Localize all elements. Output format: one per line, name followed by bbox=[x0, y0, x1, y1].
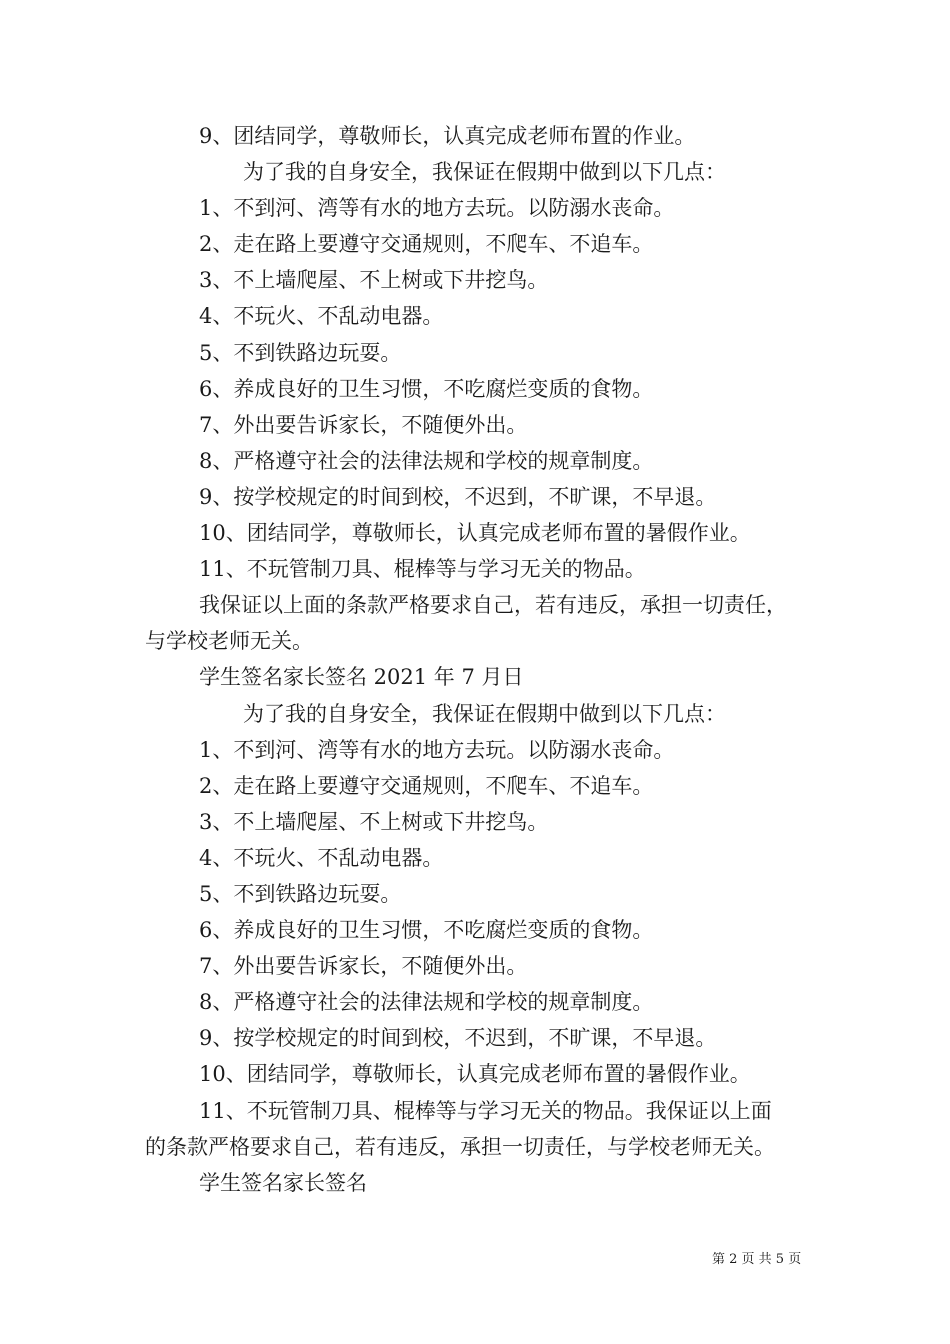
list-item: 7、外出要告诉家长，不随便外出。 bbox=[199, 412, 528, 437]
list-item: 8、严格遵守社会的法律法规和学校的规章制度。 bbox=[199, 990, 654, 1015]
text-line: 9、团结同学，尊敬师长，认真完成老师布置的作业。 bbox=[199, 124, 696, 148]
section-heading: 为了我的自身安全，我保证在假期中做到以下几点： bbox=[243, 160, 726, 185]
list-item: 3、不上墙爬屋、不上树或下井挖鸟。 bbox=[199, 809, 549, 834]
list-item: 6、养成良好的卫生习惯，不吃腐烂变质的食物。 bbox=[199, 376, 654, 401]
list-item: 4、不玩火、不乱动电器。 bbox=[199, 304, 444, 329]
list-item: 3、不上墙爬屋、不上树或下井挖鸟。 bbox=[199, 268, 549, 293]
list-item: 11、不玩管制刀具、棍棒等与学习无关的物品。 bbox=[199, 557, 646, 582]
list-item: 2、走在路上要遵守交通规则，不爬车、不追车。 bbox=[199, 773, 654, 798]
signature-line: 学生签名家长签名 2021 年 7 月日 bbox=[199, 665, 524, 690]
list-item: 5、不到铁路边玩耍。 bbox=[199, 881, 402, 906]
list-item: 8、严格遵守社会的法律法规和学校的规章制度。 bbox=[199, 448, 654, 473]
list-item: 6、养成良好的卫生习惯，不吃腐烂变质的食物。 bbox=[199, 918, 654, 943]
document-body bbox=[145, 118, 810, 1201]
list-item: 5、不到铁路边玩耍。 bbox=[199, 340, 402, 365]
list-item: 11、不玩管制刀具、棍棒等与学习无关的物品。我保证以上面 bbox=[199, 1098, 772, 1123]
list-item: 10、团结同学，尊敬师长，认真完成老师布置的暑假作业。 bbox=[199, 1062, 751, 1087]
pledge-text-continued: 与学校老师无关。 bbox=[145, 629, 313, 654]
list-item: 9、按学校规定的时间到校，不迟到，不旷课，不早退。 bbox=[199, 1026, 717, 1051]
list-item: 7、外出要告诉家长，不随便外出。 bbox=[199, 954, 528, 979]
section-heading: 为了我的自身安全，我保证在假期中做到以下几点： bbox=[243, 701, 726, 726]
signature-line: 学生签名家长签名 bbox=[199, 1170, 367, 1195]
list-item: 9、按学校规定的时间到校，不迟到，不旷课，不早退。 bbox=[199, 484, 717, 509]
pledge-text: 我保证以上面的条款严格要求自己，若有违反，承担一切责任， bbox=[199, 593, 787, 618]
list-item: 1、不到河、湾等有水的地方去玩。以防溺水丧命。 bbox=[199, 196, 675, 221]
page-number: 第 2 页 共 5 页 bbox=[712, 1252, 802, 1267]
list-item: 2、走在路上要遵守交通规则，不爬车、不追车。 bbox=[199, 232, 654, 257]
pledge-text-continued: 的条款严格要求自己，若有违反，承担一切责任，与学校老师无关。 bbox=[145, 1134, 775, 1159]
list-item: 1、不到河、湾等有水的地方去玩。以防溺水丧命。 bbox=[199, 737, 675, 762]
list-item: 4、不玩火、不乱动电器。 bbox=[199, 845, 444, 870]
list-item: 10、团结同学，尊敬师长，认真完成老师布置的暑假作业。 bbox=[199, 521, 751, 546]
